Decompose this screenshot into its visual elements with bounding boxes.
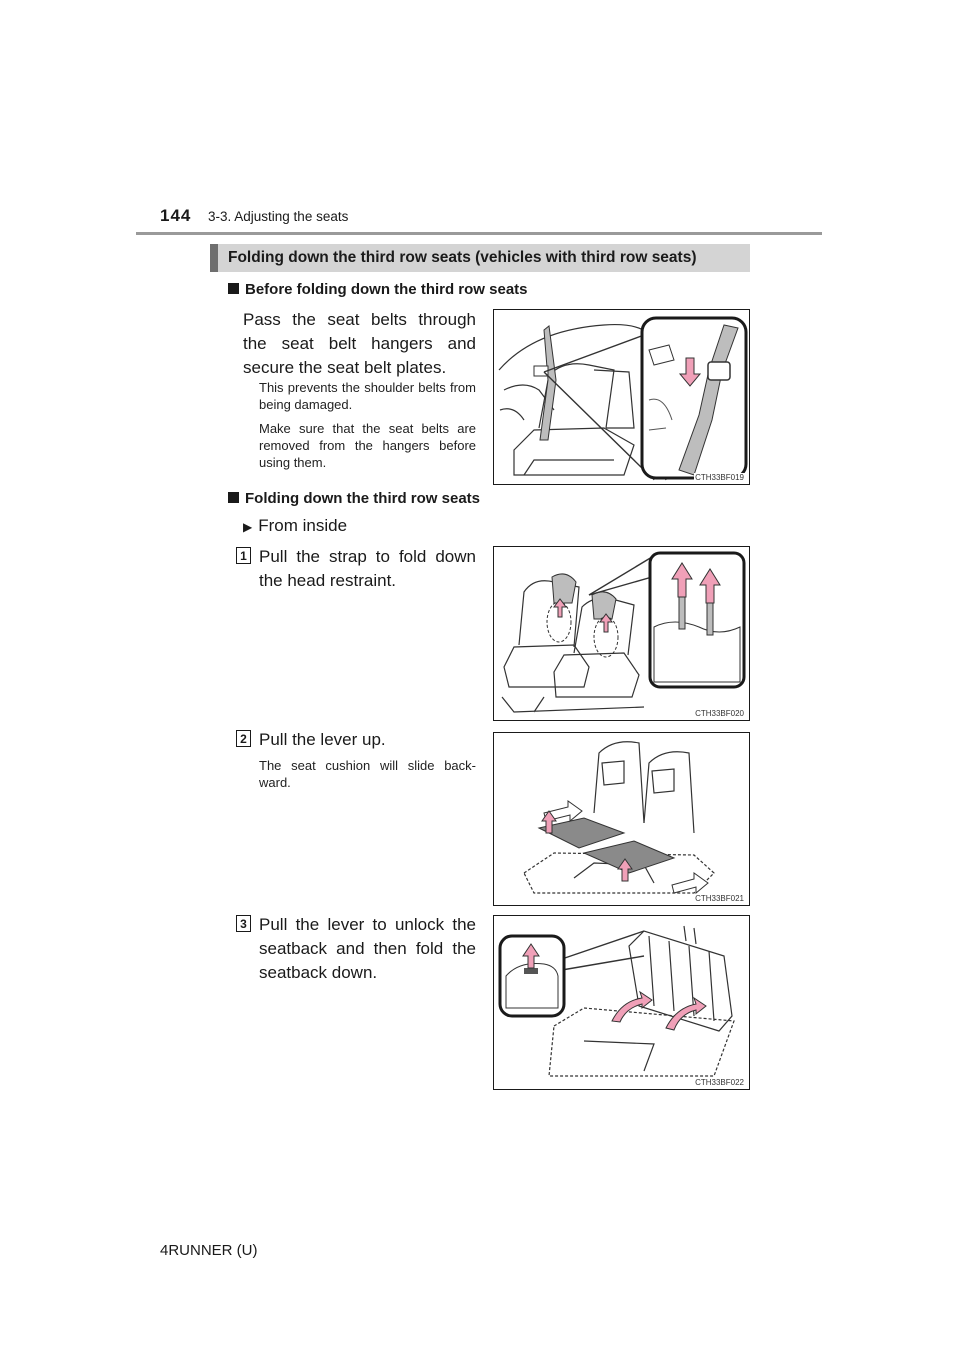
subheading-before: [228, 281, 528, 298]
step-3-text: Pull the lever to unlock the seatback and then fold the seatback down.: [259, 915, 476, 982]
seatback-fold-illustration: [494, 916, 749, 1089]
footer-model: 4RUNNER (U): [160, 1242, 258, 1259]
topic-heading: [210, 244, 750, 272]
seat-belt-hanger-illustration: [494, 310, 749, 484]
step-number: 2: [236, 730, 251, 747]
from-inside-text: From inside: [258, 516, 348, 535]
before-note-1: This prevents the shoulder belts from being damaged.: [259, 380, 476, 412]
subheading-folding-text: Folding down the third row seats: [245, 490, 480, 507]
topic-heading-text: Folding down the third row seats (vehicles with third row seats): [228, 249, 697, 266]
triangle-right-icon: ▶: [243, 520, 253, 534]
figure-code: CTH33BF022: [695, 1078, 744, 1087]
figure-code: CTH33BF021: [695, 894, 744, 903]
step-2-text: Pull the lever up.: [259, 730, 386, 749]
subheading-before-text: Before folding down the third row seats: [245, 281, 528, 298]
subheading-folding: [228, 490, 480, 507]
lever-up-illustration: [494, 733, 749, 905]
figure-head-restraint: [493, 546, 750, 721]
head-restraint-illustration: [494, 547, 749, 720]
step-number: 1: [236, 547, 251, 564]
figure-seatback-fold: [493, 915, 750, 1090]
section-title: 3-3. Adjusting the seats: [208, 209, 349, 224]
figure-seat-belt-hanger: [493, 309, 750, 485]
step-1-text: Pull the strap to fold down the head restraint.: [259, 547, 476, 590]
figure-code: CTH33BF019: [695, 473, 744, 482]
figure-lever-up: [493, 732, 750, 906]
page-number: 144: [160, 206, 192, 225]
step-number: 3: [236, 915, 251, 932]
step-2-note: The seat cushion will slide back-ward.: [259, 758, 476, 790]
figure-code: CTH33BF020: [695, 709, 744, 718]
before-body: Pass the seat belts through the seat belt hangers and secure the seat belt plates.: [243, 310, 476, 377]
square-bullet-icon: [228, 283, 239, 294]
header-rule: [136, 232, 822, 235]
before-note-2: Make sure that the seat belts are removed from the hangers before using them.: [259, 421, 476, 470]
square-bullet-icon: [228, 492, 239, 503]
from-inside-label: [243, 516, 347, 536]
